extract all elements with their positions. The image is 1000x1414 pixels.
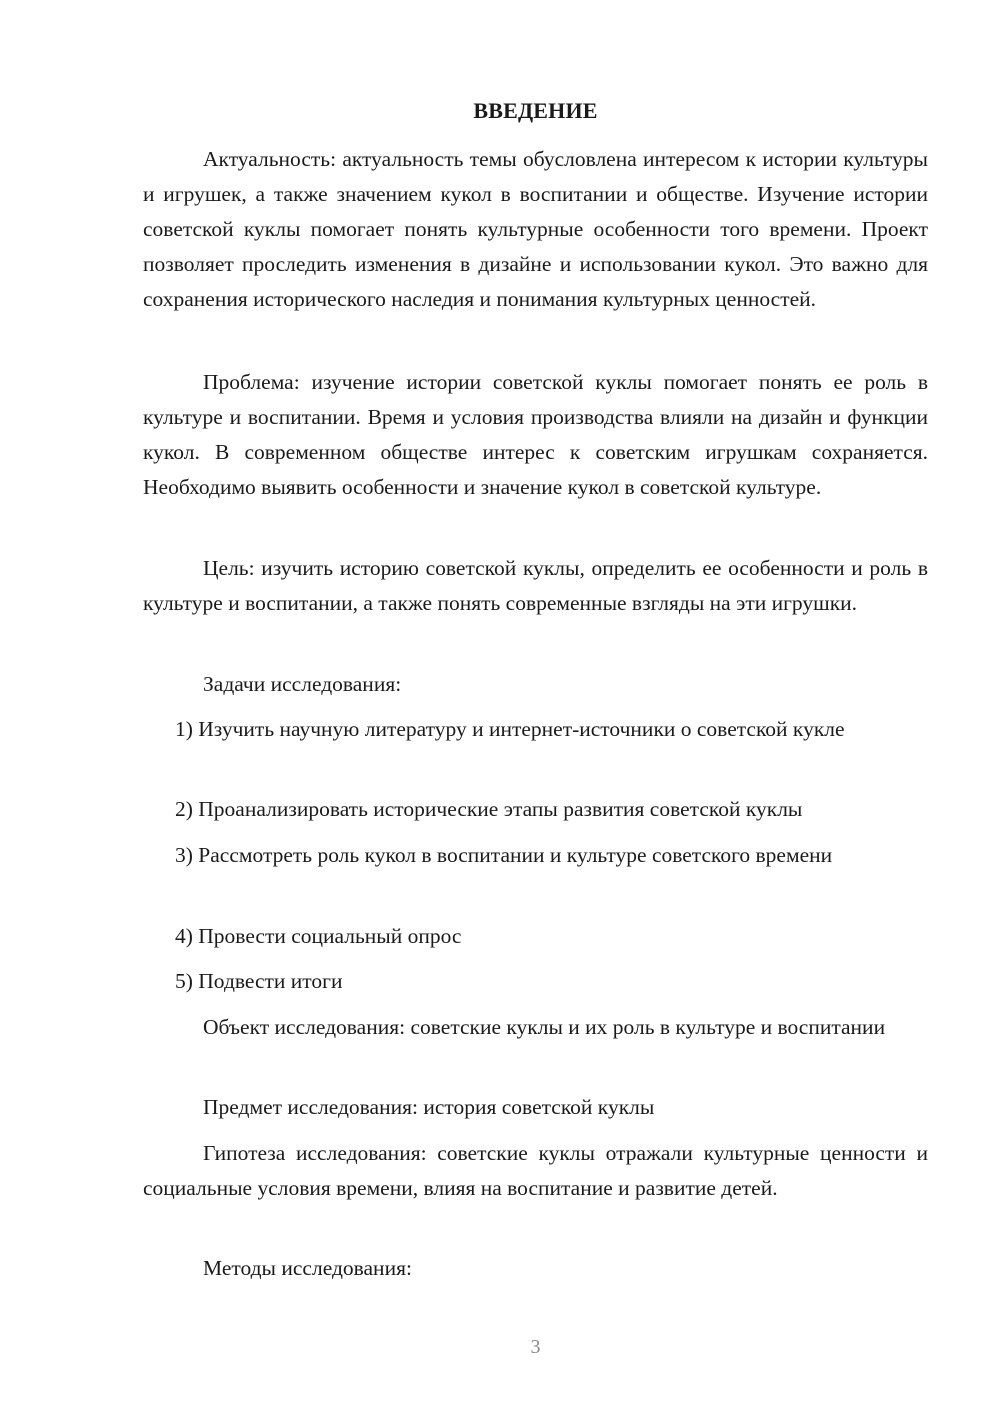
paragraph-goal: Цель: изучить историю советской куклы, определить ее особенности и роль в культуре и воспитании, а также понять современные взгляды на эти игрушки. xyxy=(143,556,928,615)
paragraph-hypothesis: Гипотеза исследования: советские куклы отражали культурные ценности и социальные условия времени, влияя на воспитание и развитие детей. xyxy=(143,1141,928,1200)
paragraph-subject: Предмет исследования: история советской куклы xyxy=(203,1095,655,1119)
paragraph-object: Объект исследования: советские куклы и их роль в культуре и воспитании xyxy=(203,1015,886,1039)
tasks-title: Задачи исследования: xyxy=(203,672,402,696)
task-item-1: 1) Изучить научную литературу и интернет-источники о советской кукле xyxy=(175,717,845,741)
task-item-3: 3) Рассмотреть роль кукол в воспитании и культуре советского времени xyxy=(175,843,833,867)
page-heading: ВВЕДЕНИЕ xyxy=(473,98,598,123)
methods-title: Методы исследования: xyxy=(203,1256,412,1280)
document-page xyxy=(143,0,928,1414)
page-number: 3 xyxy=(530,1336,541,1358)
task-item-4: 4) Провести социальный опрос xyxy=(175,924,462,948)
task-item-5: 5) Подвести итоги xyxy=(175,969,343,993)
paragraph-relevance: Актуальность: актуальность темы обусловлена интересом к истории культуры и игрушек, а также значением кукол в воспитании и обществе. Изучение истории советской куклы помогает понять культурные особенности того времени. Проект позволяет проследить изменения в дизайне и использовании кукол. Это важно для сохранения исторического наследия и понимания культурных ценностей. xyxy=(143,147,928,311)
paragraph-problem: Проблема: изучение истории советской куклы помогает понять ее роль в культуре и воспитании. Время и условия производства влияли на дизайн и функции кукол. В современном обществе интерес к советским игрушкам сохраняется. Необходимо выявить особенности и значение кукол в советской культуре. xyxy=(143,370,928,499)
task-item-2: 2) Проанализировать исторические этапы развития советской куклы xyxy=(175,797,803,821)
